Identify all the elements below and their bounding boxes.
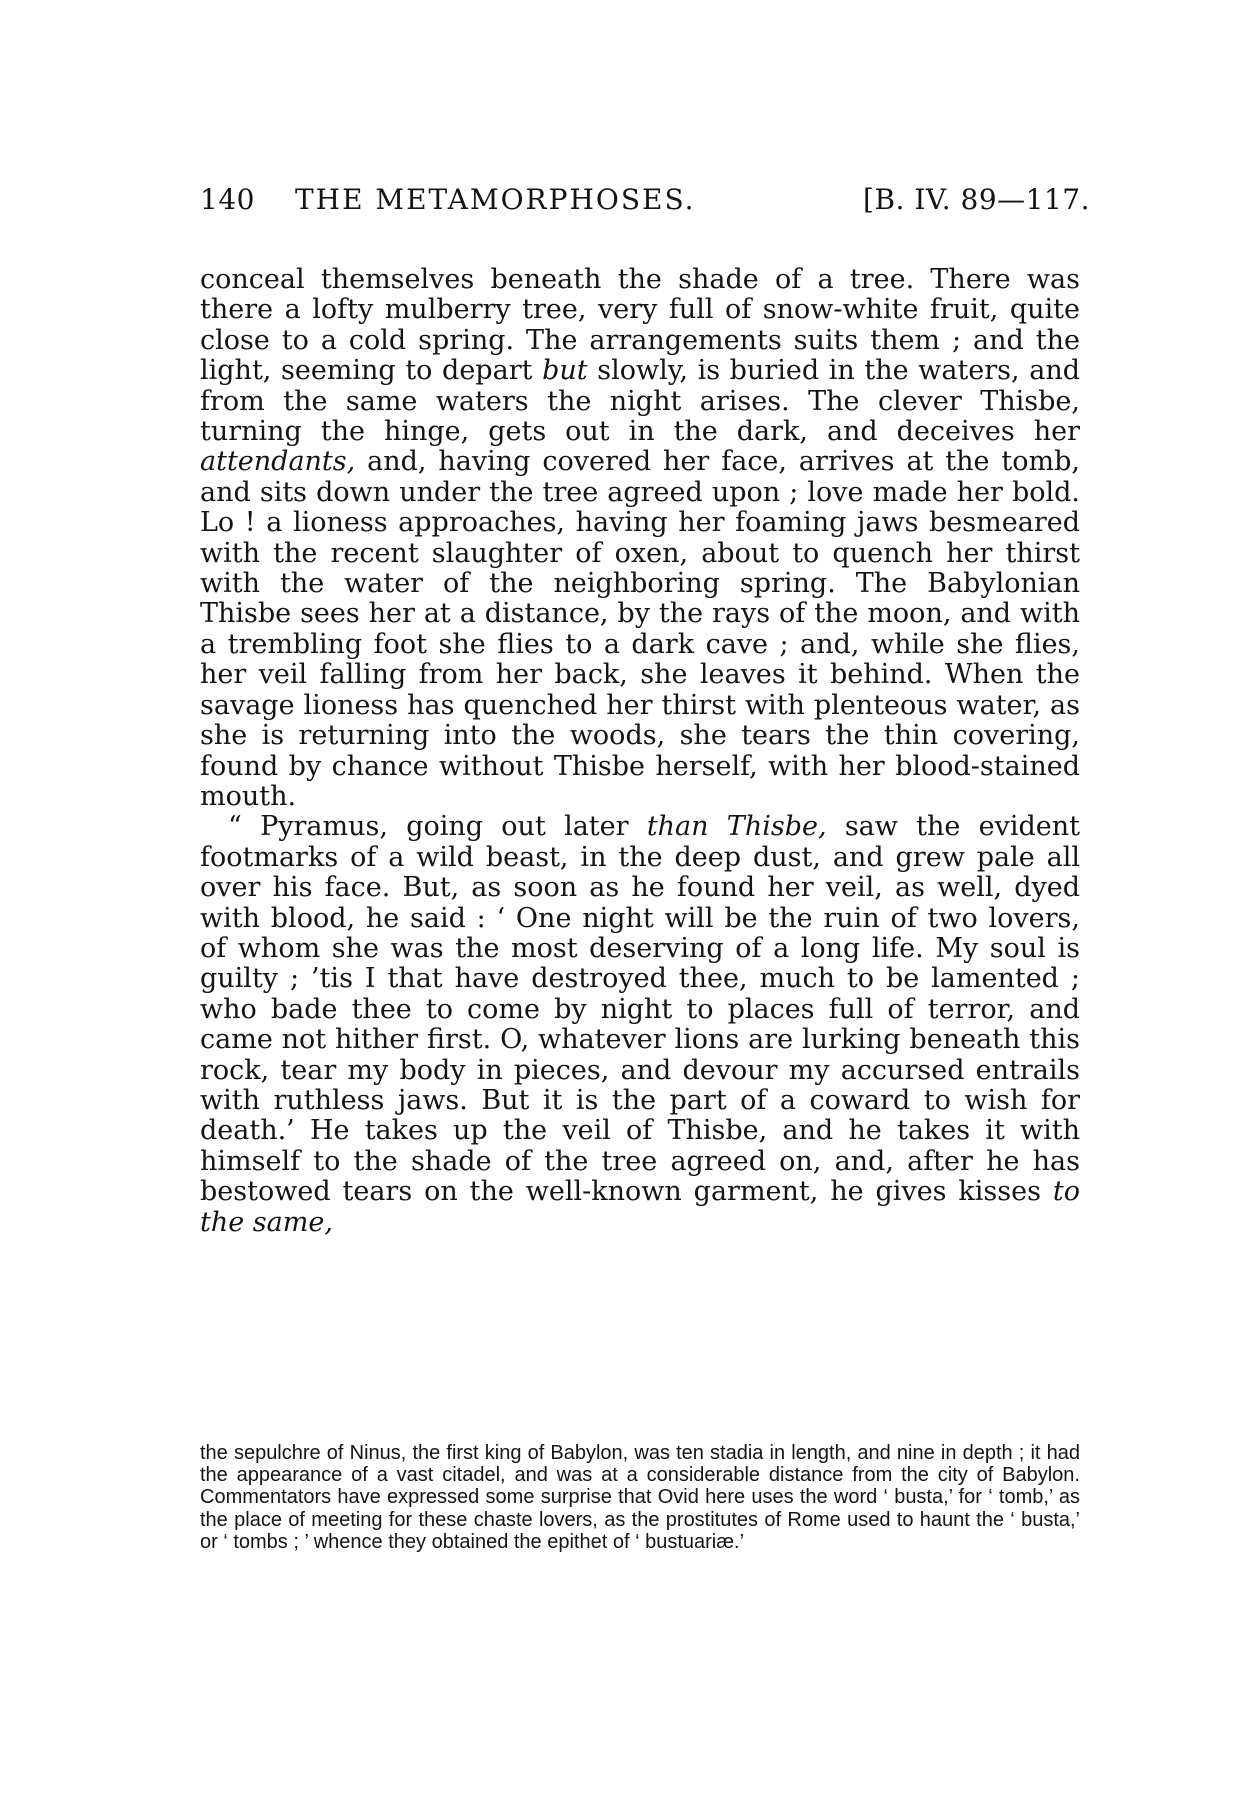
page-number: 140 (200, 183, 255, 216)
italic-segment: attendants, (200, 446, 356, 478)
italic-segment: but (542, 355, 588, 387)
book-line-reference: [B. IV. 89—117. (863, 183, 1090, 216)
footnote: the sepulchre of Ninus, the first king of Babylon, was ten stadia in length, and nine in depth ; it had the appearance of a vast citadel, and was at a considerable distance from the city of Babylon. Commentators have expressed some surprise that Ovid here uses the word ‘ busta,’ for ‘ tomb,’ as the place of meeting for these chaste lovers, as the prostitutes of Rome used to haunt the ‘ busta,’ or ‘ tombs ; ’ whence they obtained the epithet of ‘ bustuariæ.’ (200, 1442, 1080, 1553)
text-segment: and, having covered her face, arrives at the tomb, and sits down under the tree agreed upon ; love made her bold. Lo ! a lioness approaches, having her foaming jaws besmeared with the recent slaughter of oxen, about to quench her thirst with the water of the neighboring spring. The Babylonian Thisbe sees her at a distance, by the rays of the moon, and with a trembling foot she flies to a dark cave ; and, while she flies, her veil falling from her back, she leaves it behind. When the savage lioness has quenched her thirst with plenteous water, as she is returning into the woods, she tears the thin covering, found by chance without Thisbe herself, with her blood-stained mouth. (200, 446, 1080, 812)
running-title: THE METAMORPHOSES. (295, 183, 696, 216)
paragraph-1 (200, 265, 1080, 812)
text-segment: “ Pyramus, going out later (228, 811, 647, 843)
italic-segment: than Thisbe, (646, 811, 827, 843)
text-segment: saw the evident footmarks of a wild beast, in the deep dust, and grew pale all over his face. But, as soon as he found her veil, as well, dyed with blood, he said : ‘ One night will be the ruin of two lovers, of whom she was the most deserving of a long life. My soul is guilty ; ’tis I that have destroyed thee, much to be lamented ; who bade thee to come by night to places full of terror, and came not hither first. O, whatever lions are lurking beneath this rock, tear my body in pieces, and devour my accursed entrails with ruthless jaws. But it is the part of a coward to wish for death.’ He takes up the veil of Thisbe, and he takes it with himself to the shade of the tree agreed on, and, after he has bestowed tears on the well-known garment, he gives kisses (200, 811, 1080, 1208)
text-segment: conceal themselves beneath the shade of a tree. There was there a lofty mulberry tree, very full of snow-white fruit, quite close to a cold spring. The arrangements suits them ; and the light, seeming to depart (200, 264, 1080, 387)
running-header (200, 183, 1090, 227)
main-text (200, 265, 1080, 1238)
italic-segment: to the same, (200, 1176, 1080, 1238)
paragraph-2 (200, 812, 1080, 1238)
text-segment: slowly, is buried in the waters, and from the same waters the night arises. The clever Thisbe, turning the hinge, gets out in the dark, and deceives her (200, 355, 1080, 448)
